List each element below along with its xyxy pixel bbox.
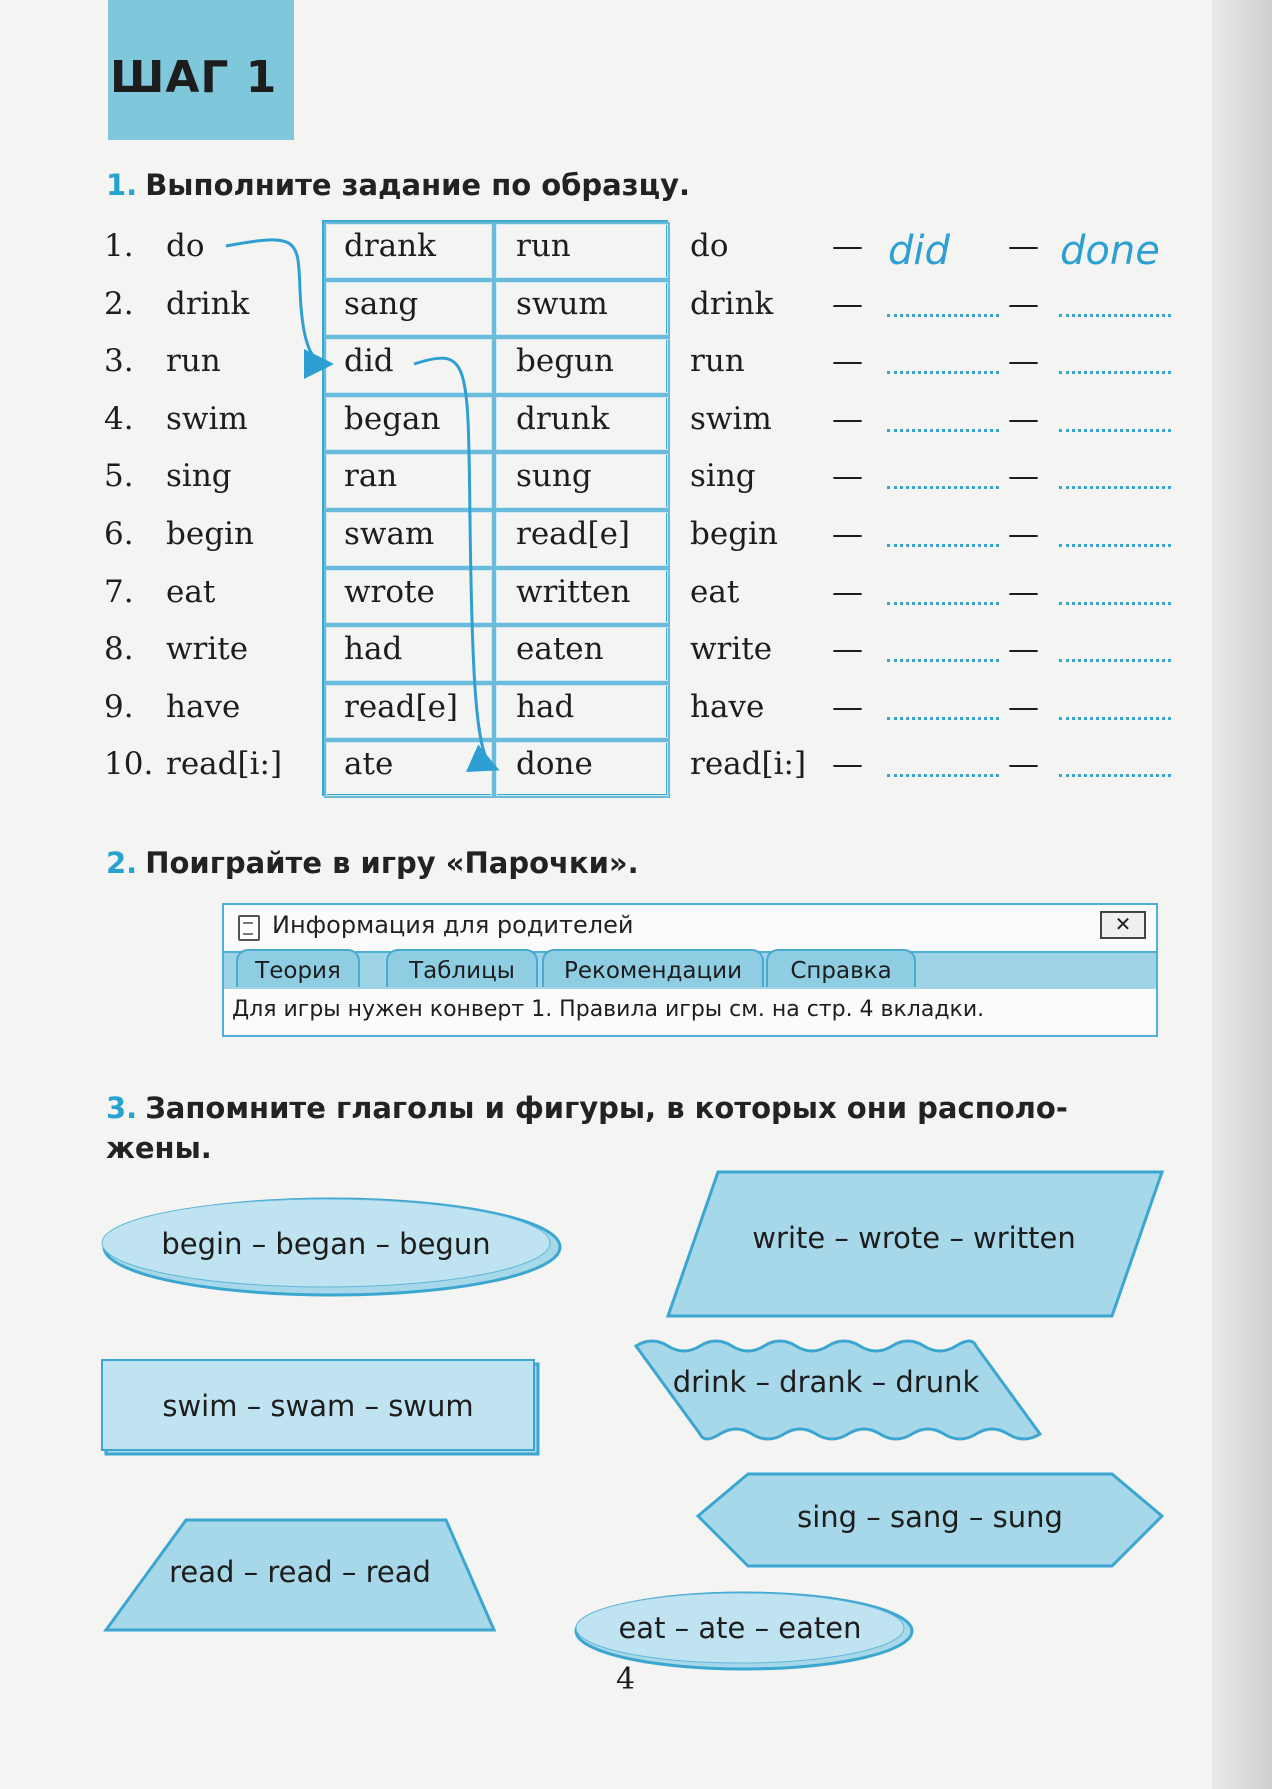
table-form-b: begun [516,343,614,380]
answer-past-participle: done [1060,228,1160,274]
table-form-a: began [344,400,441,437]
verb-base-repeat: run [690,343,745,380]
table-form-a: ate [344,746,394,783]
answer-past-simple: did [888,228,950,274]
verb-base: begin [166,516,254,552]
verb-base-repeat: sing [690,458,756,495]
table-form-b: swum [516,285,608,322]
shape-label-sing: sing – sang – sung [797,1500,1063,1534]
info-window-body: Для игры нужен конверт 1. Правила игры см. на стр. 4 вкладки. [232,997,985,1022]
dash: — [1008,343,1039,380]
shape-rectangle-swim [102,1360,538,1454]
row-number: 2. [104,285,134,322]
dash: — [1008,573,1039,610]
shape-wavy-drink [636,1341,1040,1439]
shape-label-begin: begin – began – begun [161,1227,491,1261]
dash: — [832,688,863,725]
info-window-title: Информация для родителей [272,911,634,939]
verb-base: swim [166,400,248,437]
dash: — [1008,631,1039,668]
page-number: 4 [616,1662,636,1697]
table-form-a: sang [344,285,419,322]
dash: — [832,400,863,437]
dash: — [832,573,863,610]
table-form-b: done [516,746,593,783]
dash: — [1008,516,1039,552]
verb-base-repeat: swim [690,400,772,437]
table-form-a: drank [344,228,436,264]
verb-base-repeat: begin [690,516,778,552]
table-form-b: drunk [516,400,610,437]
tab-help[interactable]: Справка [766,949,916,987]
verb-base: run [166,343,221,380]
verb-base-repeat: write [690,631,773,668]
shape-hexagon-sing [698,1474,1162,1566]
table-form-b: read[e] [516,516,631,552]
verb-base-repeat: do [690,228,729,264]
dash: — [832,458,863,495]
row-number: 4. [104,400,134,437]
dash: — [1008,746,1039,783]
table-form-b: run [516,228,571,264]
row-number: 9. [104,688,134,725]
dash: — [1008,458,1039,495]
dash: — [1008,285,1039,322]
verb-base: drink [166,285,250,322]
task3-number: 3. [106,1091,138,1125]
row-number: 8. [104,631,134,668]
shape-ellipse-begin [102,1199,560,1295]
task2-title: Поиграйте в игру «Парочки». [145,846,639,880]
close-button[interactable]: ✕ [1100,911,1146,939]
row-number: 1. [104,228,134,264]
dash: — [832,516,863,552]
verb-base: have [166,688,241,725]
task1-number: 1. [106,168,138,202]
shape-label-eat: eat – ate – eaten [618,1611,862,1645]
tab-theory[interactable]: Теория [236,949,360,987]
tab-recommendations[interactable]: Рекомендации [542,949,764,987]
shape-label-drink: drink – drank – drunk [672,1365,980,1399]
shape-label-swim: swim – swam – swum [162,1389,474,1423]
verb-base-repeat: read[i:] [690,746,807,783]
table-form-a: did [344,343,394,380]
dash: — [1008,228,1039,264]
shape-trapezoid-read [106,1520,494,1630]
task3-title-line1: Запомните глаголы и фигуры, в которых они располо- [145,1091,1068,1125]
shape-label-read: read – read – read [169,1555,431,1589]
table-form-a: swam [344,516,435,552]
table-form-a: ran [344,458,398,495]
task1-title: Выполните задание по образцу. [145,168,691,202]
row-number: 5. [104,458,134,495]
row-number: 7. [104,573,134,610]
table-form-b: sung [516,458,592,495]
step-title: ШАГ 1 [110,52,278,103]
table-form-b: eaten [516,631,604,668]
dash: — [1008,400,1039,437]
row-number: 3. [104,343,134,380]
dash: — [832,631,863,668]
verb-base: write [166,631,249,668]
table-form-a: wrote [344,573,435,610]
tab-tables[interactable]: Таблицы [386,949,538,987]
shape-parallelogram-write [668,1172,1162,1316]
verb-base-repeat: drink [690,285,774,322]
table-form-a: had [344,631,403,668]
dash: — [1008,688,1039,725]
task2-number: 2. [106,846,138,880]
shape-ellipse-eat [576,1593,912,1669]
task3-title-line2: жены. [106,1131,212,1165]
row-number: 6. [104,516,134,552]
verb-base: eat [166,573,216,610]
shape-label-write: write – wrote – written [752,1221,1076,1255]
verb-base-repeat: eat [690,573,740,610]
dash: — [832,285,863,322]
table-form-b: written [516,573,631,610]
dash: — [832,746,863,783]
verb-base: do [166,228,205,264]
table-form-b: had [516,688,575,725]
table-form-a: read[e] [344,688,459,725]
row-number: 10. [104,746,154,783]
dash: — [832,228,863,264]
verb-base: read[i:] [166,746,283,783]
dash: — [832,343,863,380]
verb-base-repeat: have [690,688,765,725]
verb-base: sing [166,458,232,495]
